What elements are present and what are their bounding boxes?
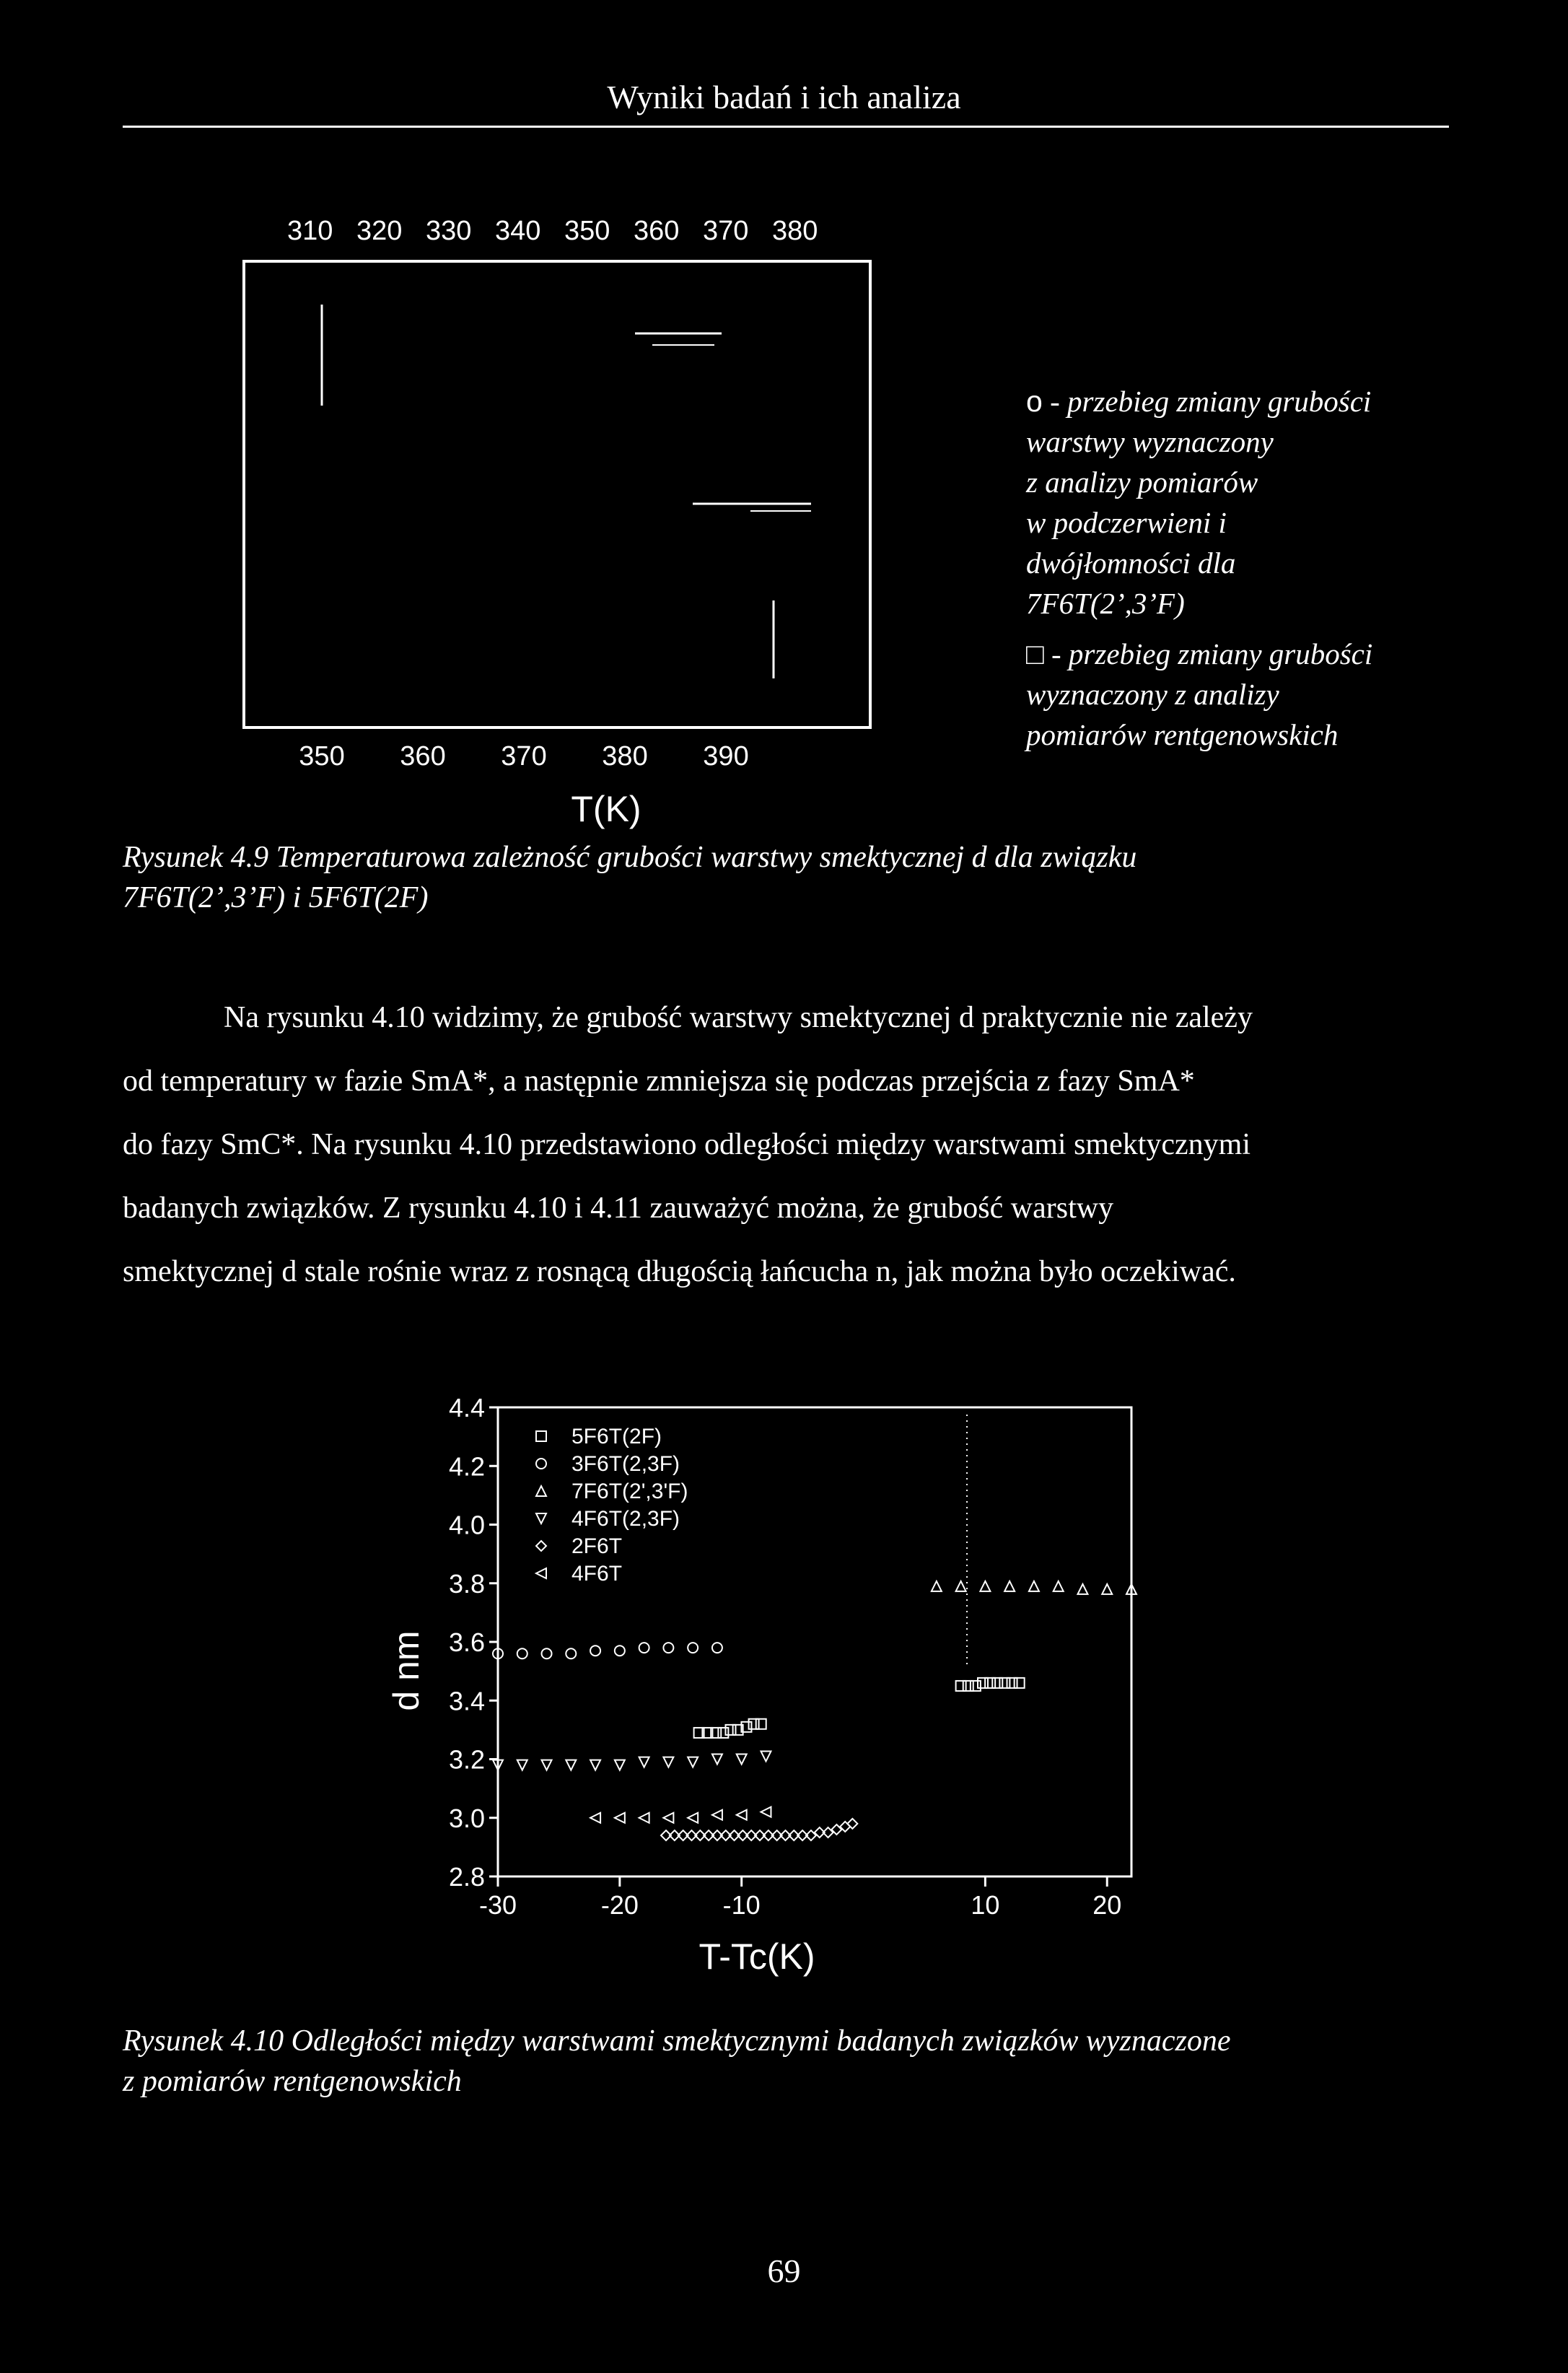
x-tick-label: 10 xyxy=(971,1890,1000,1920)
data-point xyxy=(980,1581,990,1591)
y-tick-label: 3.2 xyxy=(448,1744,485,1775)
data-point xyxy=(1102,1584,1112,1594)
bottom-tick: 350 xyxy=(299,741,345,772)
data-point xyxy=(718,1728,728,1738)
figure-4-10-chart xyxy=(361,1371,1227,2107)
caption-line: z pomiarów rentgenowskich xyxy=(123,2065,462,2098)
legend-symbol xyxy=(536,1541,546,1551)
legend-line: w podczerwieni i xyxy=(1026,506,1227,539)
data-point xyxy=(590,1646,600,1656)
data-point xyxy=(663,1813,673,1823)
bottom-tick: 360 xyxy=(400,741,446,772)
data-point xyxy=(639,1813,649,1823)
top-tick: 370 xyxy=(703,216,749,246)
data-point xyxy=(761,1751,771,1761)
data-point xyxy=(725,1725,735,1735)
header-rule xyxy=(123,126,1449,128)
legend-symbol xyxy=(536,1486,546,1496)
data-point xyxy=(1015,1678,1025,1688)
figure-4-9-caption xyxy=(123,837,1136,918)
data-point xyxy=(688,1813,698,1823)
x-tick-label: -30 xyxy=(478,1890,517,1920)
legend-line: wyznaczony z analizy xyxy=(1026,678,1279,711)
data-point xyxy=(749,1719,759,1729)
legend-symbol xyxy=(536,1513,546,1524)
legend-line: - przebieg zmiany grubości xyxy=(1051,637,1373,670)
x-axis-label: T-Tc(K) xyxy=(698,1936,815,1977)
running-header: Wyniki badań i ich analiza xyxy=(607,79,961,115)
bottom-tick: 390 xyxy=(703,741,749,772)
data-point xyxy=(1077,1584,1087,1594)
data-point xyxy=(992,1678,1002,1688)
data-point xyxy=(542,1760,552,1770)
data-point xyxy=(999,1678,1009,1688)
x-tick-label: -20 xyxy=(600,1890,639,1920)
caption-line: Rysunek 4.10 Odległości między warstwami smektycznymi badanych związków wyznaczone xyxy=(123,2024,1231,2058)
y-tick-label: 3.6 xyxy=(448,1627,485,1657)
legend-entry: 3F6T(2,3F) xyxy=(571,1452,680,1476)
page-number: 69 xyxy=(767,2252,801,2289)
figure-4-10-caption xyxy=(123,2021,1230,2102)
x-tick-label: -10 xyxy=(722,1890,761,1920)
paragraph-line: Na rysunku 4.10 widzimy, że grubość warstwy smektycznej d praktycznie nie zależy xyxy=(224,1001,1253,1034)
top-tick: 320 xyxy=(356,216,403,246)
top-tick: 350 xyxy=(564,216,610,246)
legend-entry: 4F6T(2,3F) xyxy=(571,1507,680,1531)
caption-line: Rysunek 4.9 Temperaturowa zależność grubości warstwy smektycznej d dla związku xyxy=(123,841,1137,874)
x-tick-label: 20 xyxy=(1092,1890,1122,1920)
legend-line: 7F6T(2’,3’F) xyxy=(1026,587,1185,620)
paragraph-line: smektycznej d stale rośnie wraz z rosnącą długością łańcucha n, jak można było oczekiwać. xyxy=(123,1255,1236,1288)
y-tick-label: 4.0 xyxy=(448,1510,485,1540)
legend-entry: 7F6T(2',3'F) xyxy=(571,1480,688,1503)
top-tick: 310 xyxy=(287,216,333,246)
data-point xyxy=(712,1643,722,1653)
y-tick-label: 3.4 xyxy=(448,1686,485,1716)
data-point xyxy=(688,1643,698,1653)
data-point xyxy=(761,1807,771,1817)
paragraph-line: od temperatury w fazie SmA*, a następnie zmniejsza się podczas przejścia z fazy SmA* xyxy=(123,1065,1195,1098)
paragraph-line: badanych związków. Z rysunku 4.10 i 4.11 zauważyć można, że grubość warstwy xyxy=(123,1192,1114,1225)
x-axis-label: T(K) xyxy=(571,789,641,829)
figure-4-9-legend xyxy=(1026,381,1372,755)
legend-symbol xyxy=(536,1568,546,1578)
data-point xyxy=(615,1646,625,1656)
legend-entry: 2F6T xyxy=(571,1534,623,1558)
data-point xyxy=(615,1813,625,1823)
plot-frame xyxy=(498,1407,1131,1876)
data-point xyxy=(1007,1678,1017,1688)
bottom-tick: 370 xyxy=(501,741,547,772)
legend-line: z analizy pomiarów xyxy=(1026,466,1258,499)
data-point xyxy=(985,1678,995,1688)
legend-symbol xyxy=(536,1459,546,1469)
data-point xyxy=(542,1648,552,1659)
data-point xyxy=(978,1678,988,1688)
y-tick-label: 4.4 xyxy=(448,1393,485,1423)
top-tick: 330 xyxy=(426,216,472,246)
data-point xyxy=(963,1681,973,1691)
data-point xyxy=(737,1754,747,1765)
data-point xyxy=(639,1757,649,1767)
data-point xyxy=(590,1813,600,1823)
y-tick-label: 4.2 xyxy=(448,1451,485,1482)
data-point xyxy=(712,1810,722,1820)
data-point xyxy=(663,1643,673,1653)
data-point xyxy=(756,1719,766,1729)
data-point xyxy=(639,1643,649,1653)
top-tick: 340 xyxy=(495,216,541,246)
data-point xyxy=(566,1760,576,1770)
y-tick-label: 3.0 xyxy=(448,1803,485,1833)
data-point xyxy=(956,1581,966,1591)
legend-entry: 5F6T(2F) xyxy=(571,1425,662,1448)
data-point xyxy=(1004,1581,1015,1591)
data-point xyxy=(688,1757,698,1767)
caption-line: 7F6T(2’,3’F) i 5F6T(2F) xyxy=(123,881,429,914)
y-axis-label: d nm xyxy=(386,1630,426,1711)
legend-entry: 4F6T xyxy=(571,1562,623,1586)
legend-line: warstwy wyznaczony xyxy=(1026,425,1274,458)
top-tick: 360 xyxy=(634,216,680,246)
circle-symbol: o xyxy=(1026,385,1043,418)
top-tick: 380 xyxy=(772,216,818,246)
square-symbol: □ xyxy=(1026,637,1044,670)
data-point xyxy=(1054,1581,1064,1591)
data-point xyxy=(663,1757,673,1767)
legend-line: pomiarów rentgenowskich xyxy=(1026,718,1339,751)
body-paragraph xyxy=(123,986,1452,1303)
data-point xyxy=(566,1648,576,1659)
paragraph-line: do fazy SmC*. Na rysunku 4.10 przedstawiono odległości między warstwami smektycznymi xyxy=(123,1128,1251,1161)
data-point xyxy=(590,1760,600,1770)
y-tick-label: 3.8 xyxy=(448,1568,485,1599)
y-tick-label: 2.8 xyxy=(448,1862,485,1892)
data-point xyxy=(737,1810,747,1820)
legend-symbol xyxy=(536,1431,546,1441)
data-point xyxy=(932,1581,942,1591)
plot-frame xyxy=(244,261,870,727)
bottom-tick: 380 xyxy=(602,741,648,772)
legend-line: dwójłomności dla xyxy=(1026,546,1236,580)
data-point xyxy=(517,1760,527,1770)
data-point xyxy=(956,1681,966,1691)
data-point xyxy=(712,1754,722,1765)
figure-4-9 xyxy=(216,202,895,837)
legend-line: - przebieg zmiany grubości xyxy=(1050,385,1372,418)
data-point xyxy=(615,1760,625,1770)
data-point xyxy=(971,1681,981,1691)
data-point xyxy=(517,1648,527,1659)
data-point xyxy=(1029,1581,1039,1591)
